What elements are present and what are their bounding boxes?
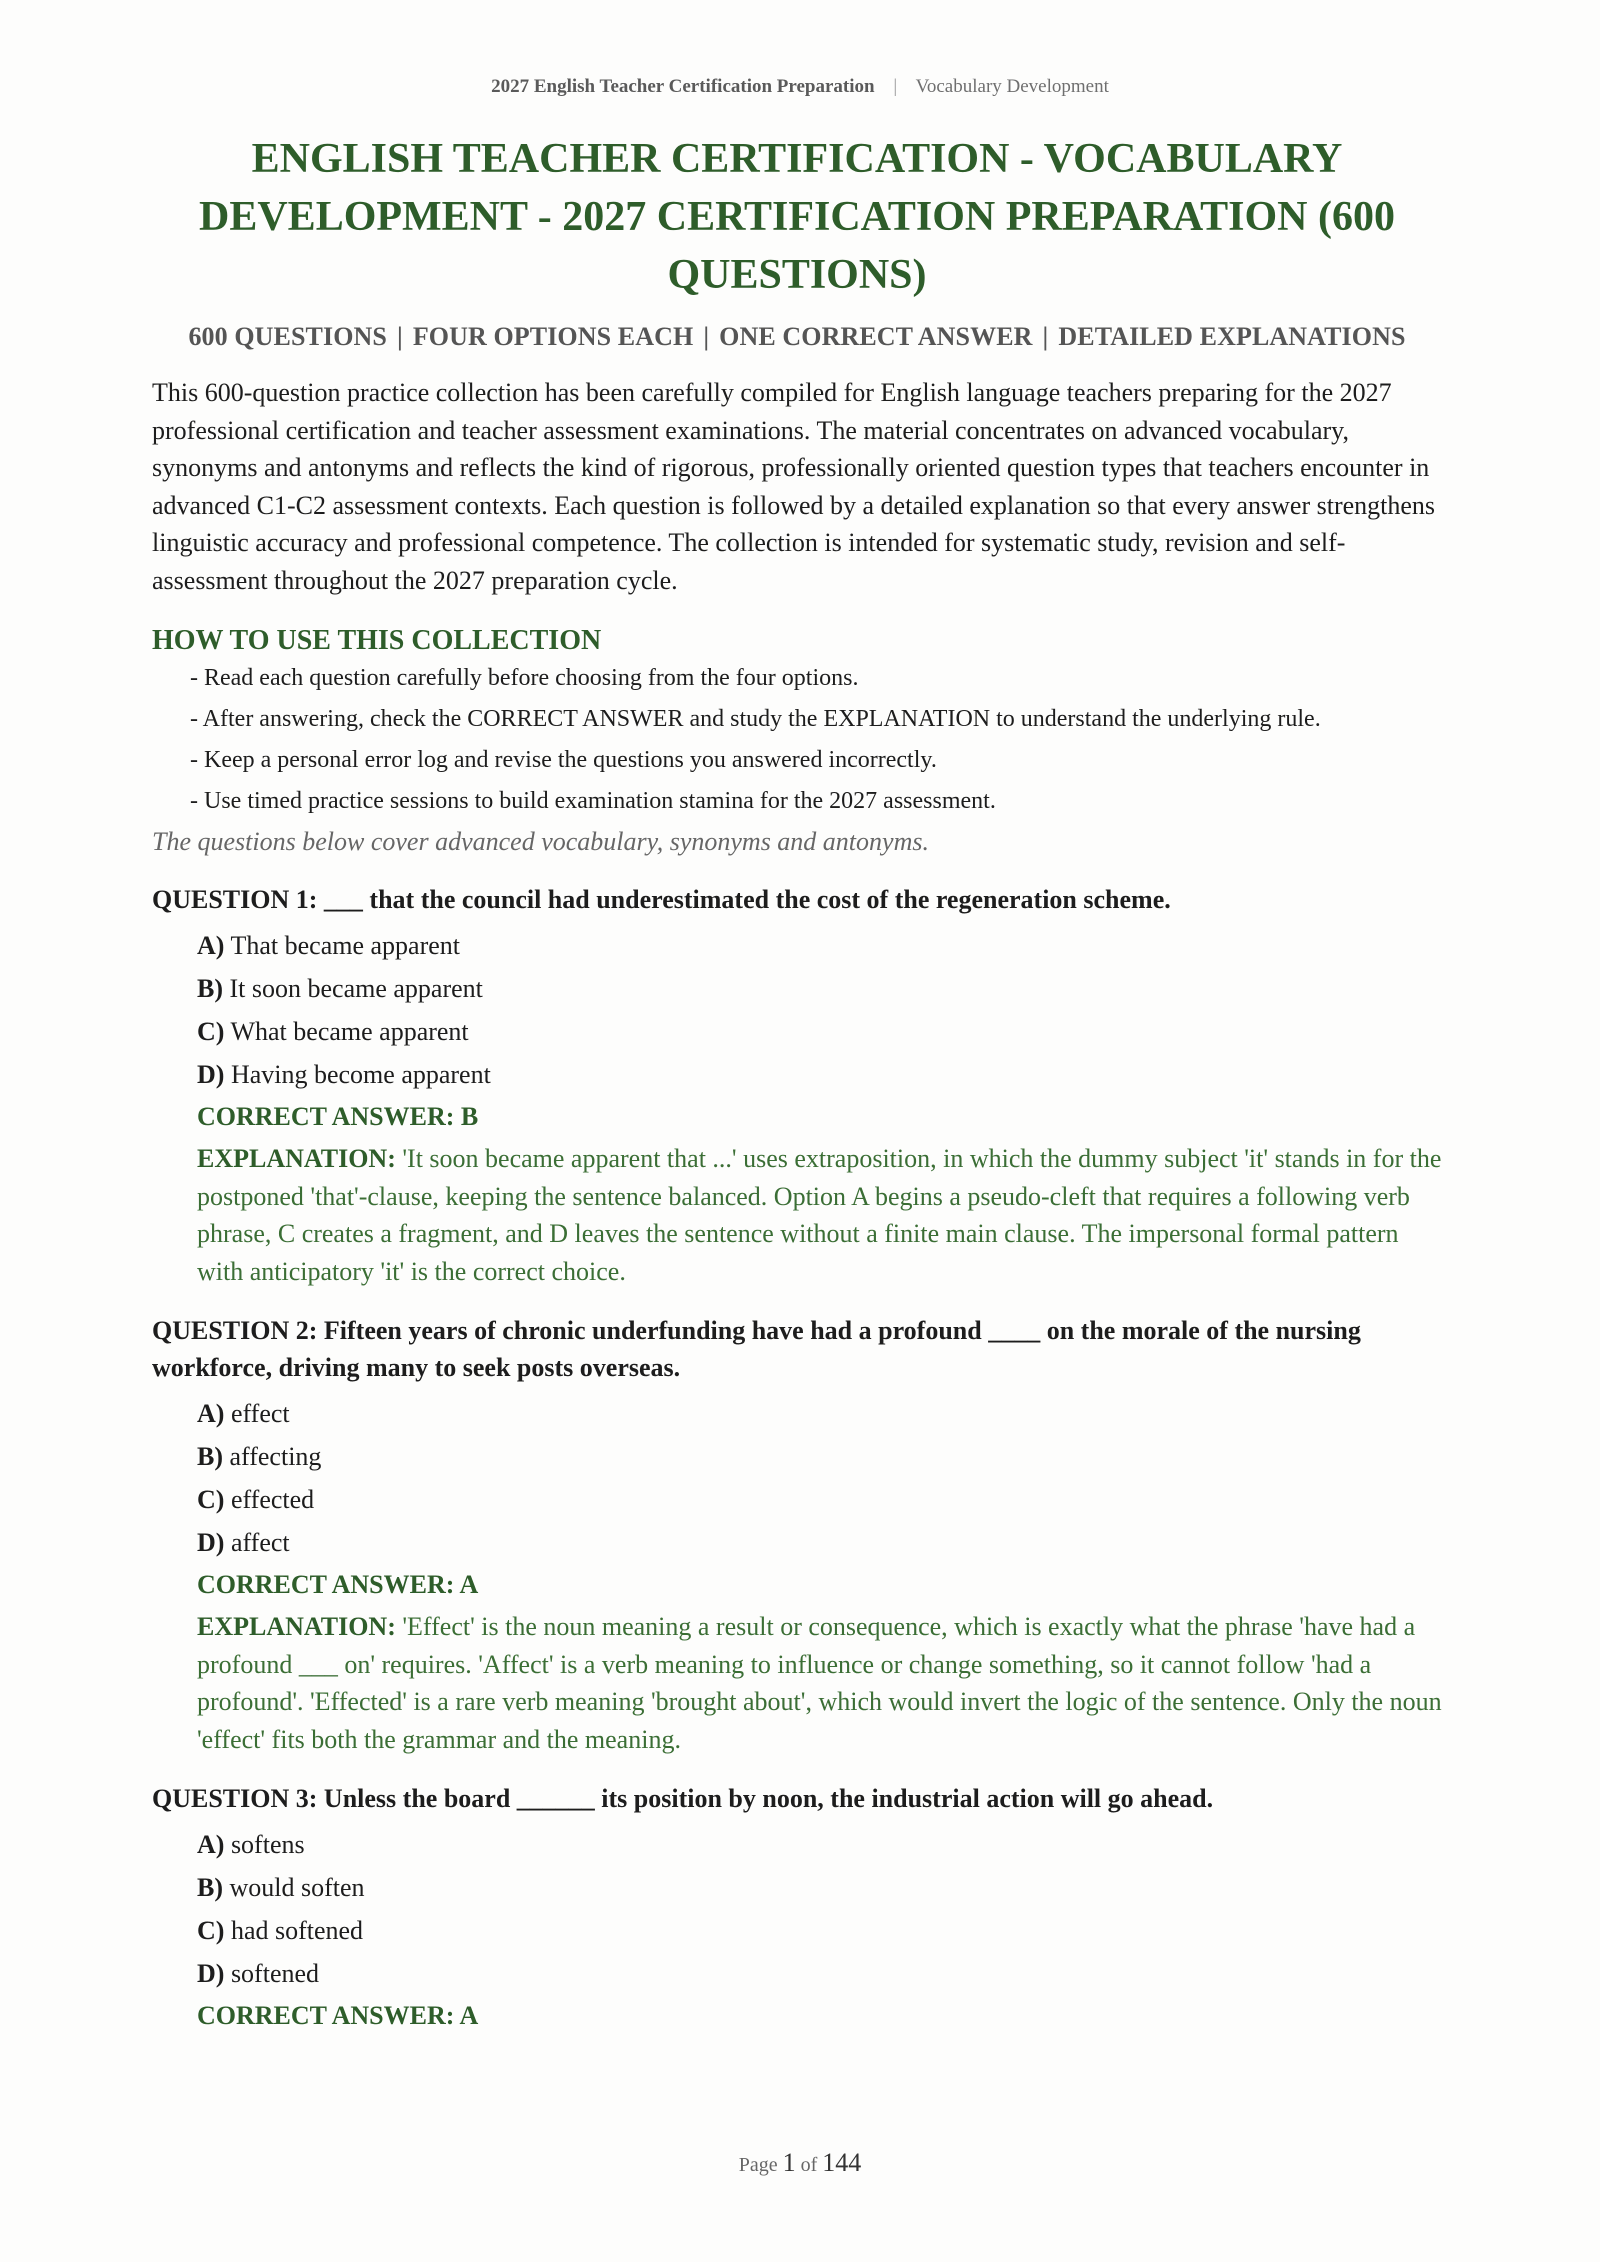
document-title: ENGLISH TEACHER CERTIFICATION - VOCABULARY DEVELOPMENT - 2027 CERTIFICATION PREPARATION (600 QUESTIONS)	[199, 136, 1395, 298]
how-to-heading: HOW TO USE THIS COLLECTION	[152, 625, 602, 656]
option-a[interactable]	[197, 924, 1442, 967]
question-text: Fifteen years of chronic underfunding have had a profound ____ on the morale of the nursing workforce, driving many to seek posts overseas.	[152, 1316, 1361, 1382]
question-heading	[152, 881, 1442, 918]
page-word: Page	[738, 2154, 778, 2176]
explanation-label: EXPLANATION:	[197, 1144, 396, 1173]
how-to-step: - Use timed practice sessions to build examination stamina for the 2027 assessment.	[190, 788, 996, 814]
option-letter: D)	[197, 1528, 225, 1557]
option-letter: A)	[197, 1830, 225, 1859]
option-b[interactable]	[197, 1435, 1442, 1478]
option-text: That became apparent	[230, 931, 460, 960]
option-d[interactable]	[197, 1952, 1442, 1995]
explanation	[197, 1140, 1442, 1290]
option-text: would soften	[229, 1873, 365, 1902]
option-letter: B)	[197, 1873, 223, 1902]
option-letter: C)	[197, 1017, 225, 1046]
option-text: Having become apparent	[230, 1060, 491, 1089]
running-header	[0, 76, 1600, 98]
option-list	[197, 1823, 1442, 1995]
option-a[interactable]	[197, 1392, 1442, 1435]
explanation-label: EXPLANATION:	[197, 1612, 396, 1641]
page-footer	[0, 2148, 1600, 2178]
option-text: What became apparent	[230, 1017, 469, 1046]
meta-item: FOUR OPTIONS EACH	[412, 322, 694, 351]
option-d[interactable]	[197, 1521, 1442, 1564]
explanation-text: 'It soon became apparent that ...' uses extraposition, in which the dummy subject 'it' stands in for the postponed 'that'-clause, keeping the sentence balanced. Option A begins a pseudo-cleft that requires a following verb phrase, C creates a fragment, and D leaves the sentence without a finite main clause. The impersonal formal pattern with anticipatory 'it' is the correct choice.	[197, 1144, 1442, 1286]
option-text: softens	[230, 1830, 305, 1859]
question-heading	[152, 1312, 1442, 1386]
question-text: ___ that the council had underestimated the cost of the regeneration scheme.	[323, 885, 1171, 914]
option-c[interactable]	[197, 1478, 1442, 1521]
question-label: QUESTION 3:	[152, 1784, 318, 1813]
option-text: effect	[230, 1399, 290, 1428]
intro-paragraph: This 600-question practice collection has been carefully compiled for English language teachers preparing for the 2027 professional certification and teacher assessment examinations. The material concentrates on advanced vocabulary, synonyms and antonyms and reflects the kind of rigorous, professionally oriented question types that teachers encounter in advanced C1-C2 assessment contexts. Each question is followed by a detailed explanation so that every answer strengthens linguistic accuracy and professional competence. The collection is intended for systematic study, revision and self-assessment throughout the 2027 preparation cycle.	[152, 378, 1436, 595]
option-text: had softened	[230, 1916, 364, 1945]
option-b[interactable]	[197, 1866, 1442, 1909]
option-b[interactable]	[197, 967, 1442, 1010]
option-letter: B)	[197, 974, 223, 1003]
meta-item: DETAILED EXPLANATIONS	[1058, 322, 1406, 351]
question-1	[152, 881, 1442, 1290]
header-title: 2027 English Teacher Certification Preparation	[491, 76, 875, 97]
of-word: of	[800, 2154, 818, 2176]
total-pages: 144	[822, 2148, 862, 2177]
collection-note: The questions below cover advanced vocabulary, synonyms and antonyms.	[152, 827, 929, 856]
option-c[interactable]	[197, 1010, 1442, 1053]
question-text: Unless the board ______ its position by noon, the industrial action will go ahead.	[323, 1784, 1214, 1813]
explanation	[197, 1608, 1442, 1758]
explanation-text: 'Effect' is the noun meaning a result or consequence, which is exactly what the phrase 'have had a profound ___ on' requires. 'Affect' is a verb meaning to influence or change something, so it cannot follow 'had a profound'. 'Effected' is a rare verb meaning 'brought about', which would invert the logic of the sentence. Only the noun 'effect' fits both the grammar and the meaning.	[197, 1612, 1442, 1754]
question-label: QUESTION 2:	[152, 1316, 318, 1345]
question-3	[152, 1780, 1442, 2037]
page-content	[152, 130, 1442, 2037]
meta-item: ONE CORRECT ANSWER	[719, 322, 1033, 351]
correct-answer: CORRECT ANSWER: A	[197, 2001, 479, 2030]
page-number: 1	[782, 2148, 796, 2177]
meta-line	[152, 322, 1442, 352]
header-separator: |	[893, 76, 898, 97]
option-letter: A)	[197, 931, 225, 960]
meta-item: 600 QUESTIONS	[188, 322, 387, 351]
option-letter: D)	[197, 1959, 225, 1988]
option-list	[197, 1392, 1442, 1564]
question-heading	[152, 1780, 1442, 1817]
question-2	[152, 1312, 1442, 1758]
option-letter: A)	[197, 1399, 225, 1428]
how-to-steps	[152, 661, 1442, 818]
meta-separator: |	[703, 322, 710, 351]
correct-answer: CORRECT ANSWER: B	[197, 1102, 479, 1131]
option-text: affecting	[229, 1442, 322, 1471]
header-section: Vocabulary Development	[915, 76, 1109, 97]
option-c[interactable]	[197, 1909, 1442, 1952]
question-label: QUESTION 1:	[152, 885, 318, 914]
how-to-step: - After answering, check the CORRECT ANSWER and study the EXPLANATION to understand the underlying rule.	[190, 706, 1321, 732]
option-text: affect	[230, 1528, 290, 1557]
option-text: effected	[230, 1485, 315, 1514]
option-letter: B)	[197, 1442, 223, 1471]
option-letter: C)	[197, 1485, 225, 1514]
option-d[interactable]	[197, 1053, 1442, 1096]
option-text: It soon became apparent	[229, 974, 483, 1003]
how-to-step: - Read each question carefully before choosing from the four options.	[190, 665, 859, 691]
option-a[interactable]	[197, 1823, 1442, 1866]
how-to-step: - Keep a personal error log and revise the questions you answered incorrectly.	[190, 747, 937, 773]
meta-separator: |	[1042, 322, 1049, 351]
option-letter: D)	[197, 1060, 225, 1089]
meta-separator: |	[396, 322, 403, 351]
option-text: softened	[230, 1959, 320, 1988]
correct-answer: CORRECT ANSWER: A	[197, 1570, 479, 1599]
option-list	[197, 924, 1442, 1096]
option-letter: C)	[197, 1916, 225, 1945]
